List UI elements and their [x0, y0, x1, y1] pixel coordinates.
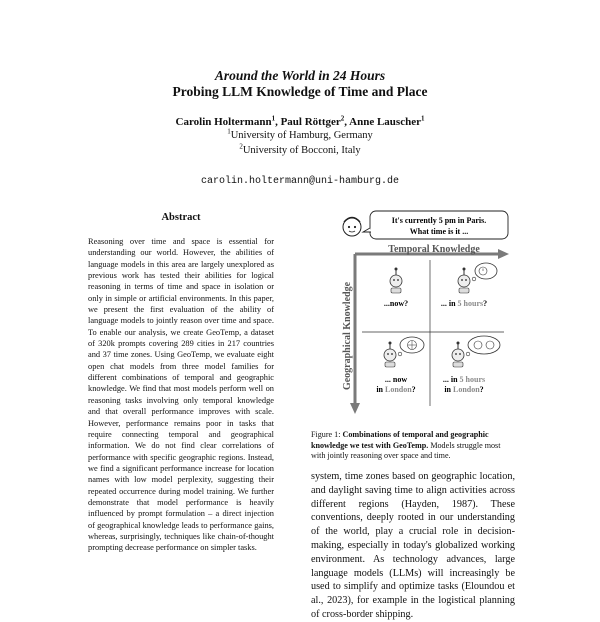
narrator-face-icon [343, 218, 361, 237]
abstract-body [88, 236, 274, 554]
intro-body [311, 470, 515, 622]
q3-suffix: ? [411, 385, 416, 394]
affiliation-name: University of Bocconi, Italy [242, 145, 361, 156]
thought-cloud-icon [466, 336, 500, 356]
quadrant-3-line-2 [376, 385, 415, 394]
abstract-heading: Abstract [161, 212, 201, 223]
caption-label: Figure 1: [311, 430, 341, 439]
author-sup: 1 [271, 114, 276, 123]
author-sup: 2 [340, 114, 345, 123]
caption-bold: Combinations of temporal and geographic knowledge we test with GeoTemp. [311, 430, 489, 450]
q2-highlight: 5 hours [457, 299, 484, 308]
author-sup: 1 [420, 114, 425, 123]
q3-highlight: London [384, 385, 412, 394]
quadrant-4-line-1 [443, 375, 485, 384]
q3-prefix: in [376, 385, 383, 394]
robot-icon [452, 342, 464, 368]
quadrant-3-line-1: ... now [384, 375, 408, 384]
intro-text: system, time zones based on geographic location, and daylight saving time to align activities across different regions (Hayden, 1987). These conventions, deeply rooted in our understanding of the world, play a crucial role in decision-making, especially in today's globalized working environment. As technology advances, large language models (LLMs) will increasingly be used to simplify and optimize tasks (Eloundou et al., 2023), for example in the logistical planning of cross-border shipping. [311, 471, 515, 620]
figure-caption [311, 430, 515, 462]
author-name: Paul Röttger [280, 116, 341, 128]
author-name: Carolin Holtermann [175, 116, 272, 128]
y-axis-arrowhead [350, 403, 360, 414]
author-name: Anne Lauscher [349, 116, 421, 128]
title-italic: Around the World in 24 Hours [214, 68, 386, 83]
thought-cloud-icon [472, 263, 497, 281]
affiliation [0, 142, 600, 156]
q2-suffix: ? [483, 299, 488, 308]
q4-line1-highlight: 5 hours [459, 375, 486, 384]
q2-prefix: ... in [440, 299, 456, 308]
author-list: Carolin Holtermann$^1$, Paul Röttger$^2$, Anne Lauscher$^1$ [175, 114, 425, 128]
affiliation-sup: 2 [239, 142, 243, 151]
thought-cloud-icon [398, 337, 424, 356]
affiliation-name: University of Hamburg, Germany [230, 130, 373, 141]
x-axis-arrowhead [498, 249, 509, 259]
robot-icon [458, 268, 470, 294]
y-axis-label: Geographical Knowledge [342, 281, 353, 391]
speech-line-1: It's currently 5 pm in Paris. [391, 216, 487, 225]
affiliation-sup: 1 [227, 127, 231, 136]
speech-line-2: What time is it ... [409, 227, 469, 236]
abstract-text: Reasoning over time and space is essential for understanding our world. However, the abilities of language models in this area are largely unexplored as previous work has tested their abilities for logical reasoning in terms of time and space in isolation or only in simple or artificial environments. In this paper, we present the first evaluation of the ability of language models to jointly reason over time and space. To enable our analysis, we create GeoTemp, a dataset of 320k prompts covering 289 cities in 217 countries and 37 time zones. Using GeoTemp, we evaluate eight open chat models from three model families for different combinations of temporal and geographic knowledge. We find that most models perform well on reasoning tasks involving only temporal knowledge and that overall performance improves with scale. However, performance remains poor in tasks that require connecting temporal and geographical information. We do not find clear correlations of performance with specific geographic regions. Instead, we find a significant performance increase for location names with low model perplexity, suggesting their repeated occurrence during model training. We further demonstrate that model performance is heavily influenced by prompt formulation – a direct injection of geographical knowledge leads to performance gains, whereas, surprisingly, techniques like chain-of-thought prompting decrease performance on simpler tasks. [88, 237, 274, 553]
quadrant-4-line-2 [444, 385, 483, 394]
q4-highlight: London [452, 385, 480, 394]
figure-1 [334, 208, 512, 420]
author-email[interactable]: carolin.holtermann@uni-hamburg.de [200, 176, 400, 187]
quadrant-2-question [441, 299, 487, 308]
caption-rest: Models struggle most with jointly reasoning over space and time. [311, 440, 501, 461]
q4-line1-prefix: ... in [442, 375, 458, 384]
q4-prefix: in [444, 385, 451, 394]
robot-icon [384, 342, 396, 368]
robot-icon [390, 268, 402, 294]
paper-title: Probing LLM Knowledge of Time and Place [172, 84, 428, 99]
q4-suffix: ? [479, 385, 484, 394]
x-axis-label: Temporal Knowledge [388, 244, 480, 255]
affiliation [0, 127, 600, 141]
quadrant-1-question: ...now? [383, 299, 409, 308]
